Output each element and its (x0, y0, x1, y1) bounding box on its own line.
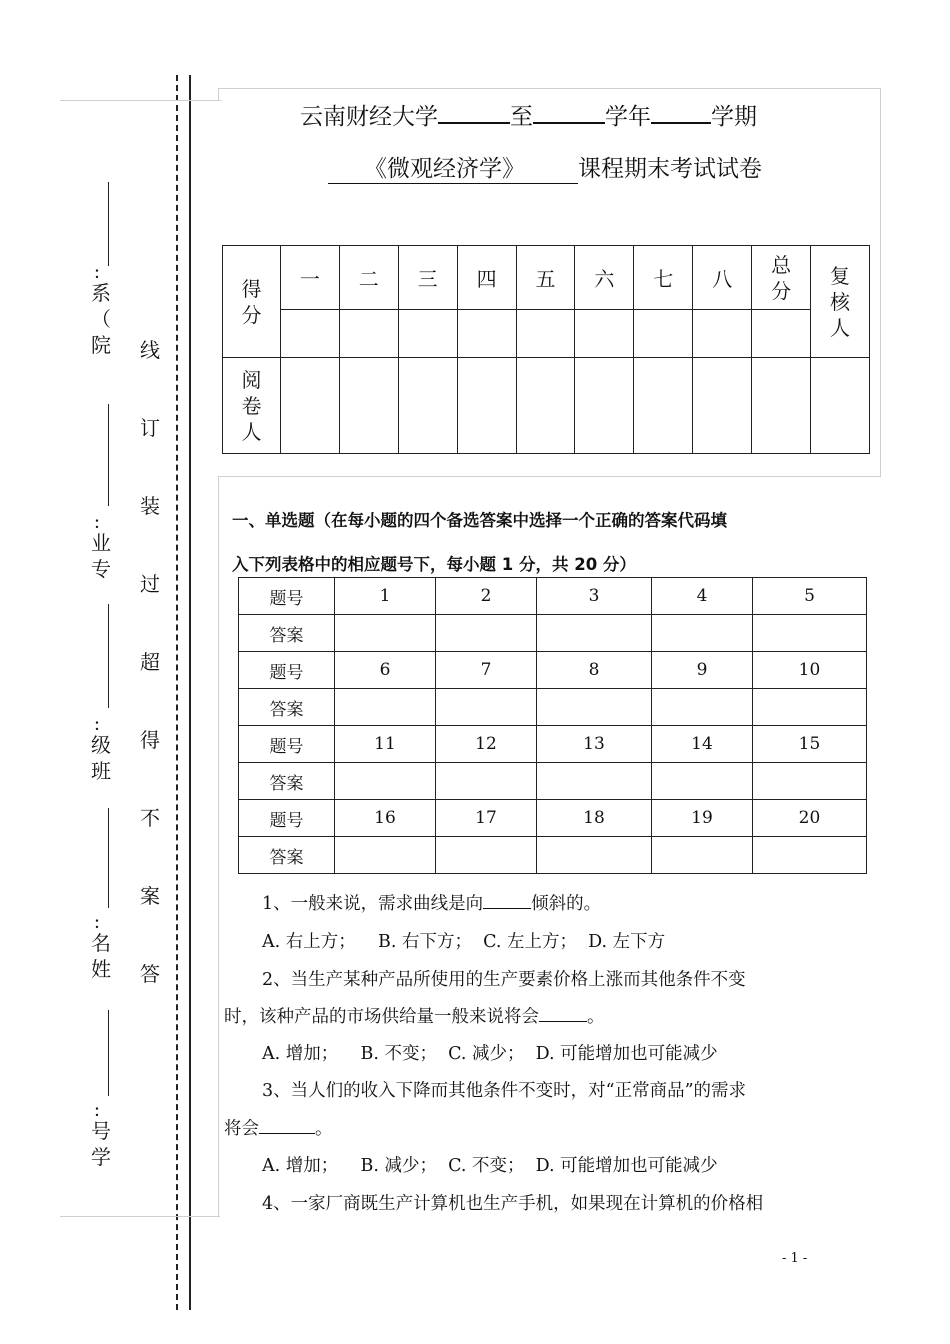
question-3-options: A. 增加； B. 减少； C. 不变； D. 可能增加也可能减少 (262, 1156, 718, 1176)
score-cell[interactable] (634, 310, 693, 358)
header-right-rule (880, 88, 881, 476)
reader-cell[interactable] (280, 358, 339, 454)
field-name: ： 名 姓 (91, 914, 111, 981)
ans-label: 答案 (239, 763, 335, 800)
question-3: 3、当人们的收入下降而其他条件不变时，对“正常商品”的需求 (262, 1081, 747, 1101)
question-2-options: A. 增加； B. 不变； C. 减少； D. 可能增加也可能减少 (262, 1044, 718, 1064)
answer-cell[interactable] (335, 763, 436, 800)
question-number: 14 (652, 726, 753, 763)
binding-char: 超 (140, 650, 160, 674)
score-cell[interactable] (280, 310, 339, 358)
score-cell[interactable] (339, 310, 398, 358)
question-number: 19 (652, 800, 753, 837)
header-bottom-rule (218, 476, 881, 477)
question-number: 1 (335, 578, 436, 615)
reader-cell[interactable] (398, 358, 457, 454)
binding-char: 订 (140, 416, 160, 440)
field-line (108, 404, 109, 506)
num-label: 题号 (239, 800, 335, 837)
question-number: 3 (537, 578, 652, 615)
question-number: 8 (537, 652, 652, 689)
num-label: 题号 (239, 578, 335, 615)
page-number: - 1 - (782, 1251, 808, 1266)
field-class: ： 级 班 (91, 716, 111, 783)
year-label: 学年 (605, 104, 651, 130)
reader-cell[interactable] (811, 358, 870, 454)
exam-header-line2 (328, 150, 762, 184)
score-cell[interactable] (516, 310, 575, 358)
answer-cell[interactable] (753, 837, 867, 874)
reader-cell[interactable] (516, 358, 575, 454)
term-blank (651, 102, 711, 124)
question-number: 2 (436, 578, 537, 615)
binding-char: 装 (140, 494, 160, 518)
question-2: 2、当生产某种产品所使用的生产要素价格上涨而其他条件不变 (262, 970, 746, 990)
answer-table (238, 577, 867, 874)
question-number: 16 (335, 800, 436, 837)
margin-bottom-rule (60, 1216, 220, 1217)
question-4: 4、一家厂商既生产计算机也生产手机，如果现在计算机的价格相 (262, 1194, 764, 1214)
score-row-label: 得分 (223, 246, 281, 358)
score-col-header: 一 (280, 246, 339, 310)
answer-cell[interactable] (335, 689, 436, 726)
reader-cell[interactable] (575, 358, 634, 454)
score-col-header: 三 (398, 246, 457, 310)
field-department: ： 院 （ 系 (91, 264, 111, 357)
answer-blank[interactable] (539, 1005, 587, 1022)
score-cell[interactable] (398, 310, 457, 358)
exam-header-line1 (300, 98, 820, 131)
reader-cell[interactable] (693, 358, 752, 454)
binding-char: 线 (140, 338, 160, 362)
answer-cell[interactable] (652, 763, 753, 800)
question-number: 10 (753, 652, 867, 689)
answer-cell[interactable] (436, 689, 537, 726)
header-corner-rule (218, 88, 219, 100)
num-label: 题号 (239, 726, 335, 763)
question-number: 13 (537, 726, 652, 763)
answer-cell[interactable] (335, 615, 436, 652)
reader-cell[interactable] (457, 358, 516, 454)
question-1: 1、一般来说，需求曲线是向 倾斜的。 (262, 894, 602, 914)
school-name: 云南财经大学 (300, 104, 438, 130)
term-label: 学期 (711, 104, 757, 130)
answer-cell[interactable] (436, 763, 537, 800)
answer-cell[interactable] (753, 763, 867, 800)
reviewer-header: 复核人 (811, 246, 870, 358)
num-label: 题号 (239, 652, 335, 689)
body-left-rule (218, 476, 219, 1216)
course-name: 《微观经济学》 (328, 150, 578, 184)
answer-cell[interactable] (652, 615, 753, 652)
answer-cell[interactable] (436, 615, 537, 652)
field-major: ： 业 专 (91, 514, 111, 581)
answer-cell[interactable] (753, 689, 867, 726)
binding-char: 案 (140, 884, 160, 908)
question-2-cont: 时，该种产品的市场供给量一般来说将会 。 (224, 1007, 605, 1027)
answer-cell[interactable] (652, 689, 753, 726)
question-number: 20 (753, 800, 867, 837)
question-number: 6 (335, 652, 436, 689)
answer-cell[interactable] (537, 837, 652, 874)
score-col-header: 五 (516, 246, 575, 310)
reader-cell[interactable] (339, 358, 398, 454)
answer-cell[interactable] (537, 689, 652, 726)
answer-cell[interactable] (335, 837, 436, 874)
header-top-rule (218, 88, 881, 89)
question-number: 17 (436, 800, 537, 837)
total-header: 总分 (752, 246, 811, 310)
year-start-blank (438, 102, 510, 124)
ans-label: 答案 (239, 615, 335, 652)
field-line (108, 1010, 109, 1096)
score-col-header: 七 (634, 246, 693, 310)
binding-char: 不 (140, 806, 160, 830)
score-cell[interactable] (457, 310, 516, 358)
binding-char: 过 (140, 572, 160, 596)
field-line (108, 182, 109, 266)
ans-label: 答案 (239, 837, 335, 874)
year-end-blank (533, 102, 605, 124)
to-label: 至 (510, 104, 533, 130)
binding-char: 得 (140, 728, 160, 752)
answer-blank[interactable] (483, 892, 531, 909)
reader-row-label: 阅卷人 (223, 358, 281, 454)
question-number: 4 (652, 578, 753, 615)
section-heading: 一、单选题（在每小题的四个备选答案中选择一个正确的答案代码填 (232, 511, 727, 530)
question-3-cont: 将会 。 (224, 1119, 333, 1139)
question-number: 5 (753, 578, 867, 615)
answer-blank[interactable] (259, 1117, 315, 1134)
score-col-header: 八 (693, 246, 752, 310)
field-line (108, 604, 109, 708)
score-col-header: 二 (339, 246, 398, 310)
total-cell[interactable] (752, 310, 811, 358)
question-1-options: A. 右上方； B. 右下方； C. 左上方； D. 左下方 (262, 932, 666, 952)
question-number: 9 (652, 652, 753, 689)
answer-cell[interactable] (652, 837, 753, 874)
answer-cell[interactable] (537, 615, 652, 652)
binding-dashed-line (176, 75, 178, 1310)
section-heading-cont: 入下列表格中的相应题号下，每小题 1 分，共 20 分） (232, 555, 636, 574)
answer-cell[interactable] (537, 763, 652, 800)
answer-cell[interactable] (753, 615, 867, 652)
reader-cell[interactable] (634, 358, 693, 454)
binding-char: 答 (140, 962, 160, 986)
exam-title: 课程期末考试试卷 (578, 156, 762, 182)
answer-cell[interactable] (436, 837, 537, 874)
reader-cell[interactable] (752, 358, 811, 454)
question-number: 18 (537, 800, 652, 837)
score-col-header: 四 (457, 246, 516, 310)
binding-solid-line (189, 75, 191, 1310)
ans-label: 答案 (239, 689, 335, 726)
field-student-id: ： 号 学 (91, 1102, 111, 1169)
score-cell[interactable] (575, 310, 634, 358)
score-cell[interactable] (693, 310, 752, 358)
margin-top-rule (60, 100, 222, 101)
score-col-header: 六 (575, 246, 634, 310)
question-number: 12 (436, 726, 537, 763)
score-table (222, 245, 870, 454)
field-line (108, 808, 109, 908)
question-number: 15 (753, 726, 867, 763)
question-number: 7 (436, 652, 537, 689)
question-number: 11 (335, 726, 436, 763)
